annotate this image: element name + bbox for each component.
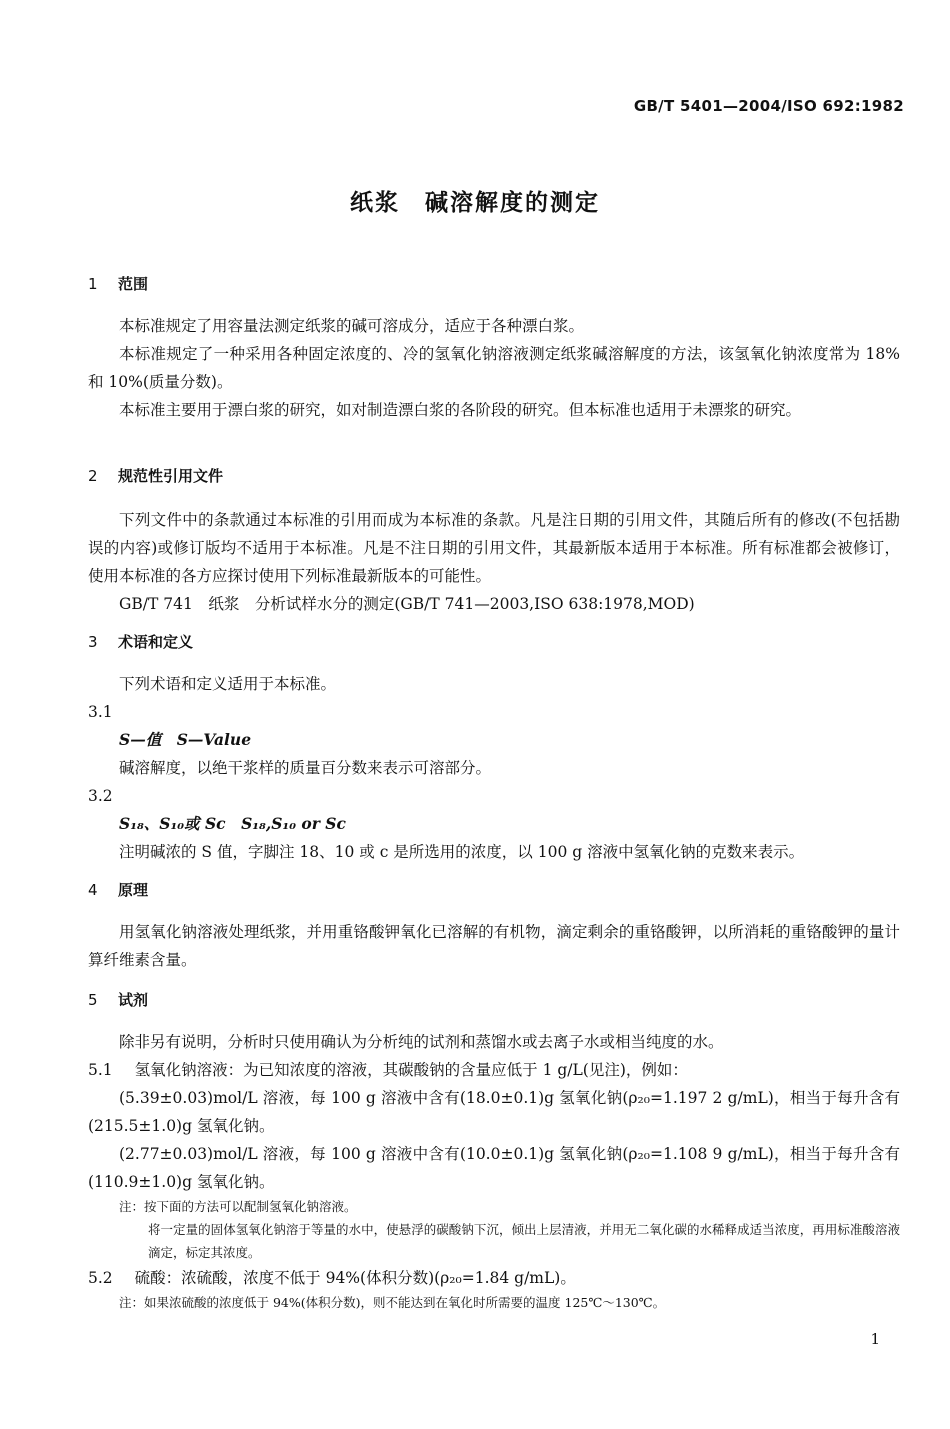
section-1 <box>88 270 900 298</box>
section-title: 试剂 <box>118 991 149 1009</box>
section-3-body <box>88 670 900 866</box>
section-number: 4 <box>88 881 98 899</box>
section-number: 3 <box>88 633 98 651</box>
section-3 <box>88 628 900 656</box>
paragraph: 用氢氧化钠溶液处理纸浆，并用重铬酸钾氧化已溶解的有机物，滴定剩余的重铬酸钾，以所消耗的重铬酸钾的量计算纤维素含量。 <box>88 923 900 969</box>
section-title: 术语和定义 <box>118 633 194 651</box>
document-title: 纸浆 碱溶解度的测定 <box>350 190 600 216</box>
paragraph: 除非另有说明，分析时只使用确认为分析纯的试剂和蒸馏水或去离子水或相当纯度的水。 <box>119 1033 724 1051</box>
note: 注：如果浓硫酸的浓度低于 94%(体积分数)，则不能达到在氧化时所需要的温度 125℃～130℃。 <box>119 1295 666 1310</box>
clause-number: 5.1 <box>88 1061 113 1079</box>
section-heading <box>88 876 900 904</box>
term-number: 3.1 <box>88 703 113 721</box>
paragraph: 下列术语和定义适用于本标准。 <box>119 675 337 693</box>
section-4-body <box>88 918 900 974</box>
section-title: 规范性引用文件 <box>118 467 224 485</box>
term-number: 3.2 <box>88 787 113 805</box>
clause-number: 5.2 <box>88 1269 113 1287</box>
section-number: 2 <box>88 467 98 485</box>
standard-code: GB/T 5401—2004/ISO 692:1982 <box>633 97 904 115</box>
section-5 <box>88 986 900 1014</box>
clause-text: 氢氧化钠溶液：为已知浓度的溶液，其碳酸钠的含量应低于 1 g/L(见注)，例如： <box>134 1061 688 1079</box>
term-title: S—值 S—Value <box>119 730 252 749</box>
paragraph: (2.77±0.03)mol/L 溶液，每 100 g 溶液中含有(10.0±0.1)g 氢氧化钠(ρ₂₀=1.108 9 g/mL)，相当于每升含有(110.9±1.0)g 氢氧化钠。 <box>88 1145 900 1191</box>
section-5-body <box>88 1028 900 1314</box>
section-number: 1 <box>88 275 98 293</box>
paragraph: 本标准规定了用容量法测定纸浆的碱可溶成分，适应于各种漂白浆。 <box>119 317 585 335</box>
note-body: 将一定量的固体氢氧化钠溶于等量的水中，使悬浮的碳酸钠下沉，倾出上层清液，并用无二氧化碳的水稀释成适当浓度，再用标准酸溶液滴定，标定其浓度。 <box>148 1222 900 1260</box>
paragraph: (5.39±0.03)mol/L 溶液，每 100 g 溶液中含有(18.0±0.1)g 氢氧化钠(ρ₂₀=1.197 2 g/mL)，相当于每升含有(215.5±1.0)g 氢氧化钠。 <box>88 1089 900 1135</box>
section-title: 原理 <box>118 881 149 899</box>
section-heading <box>88 986 900 1014</box>
section-heading <box>88 270 900 298</box>
section-heading <box>88 628 900 656</box>
section-title: 范围 <box>118 275 149 293</box>
paragraph: 下列文件中的条款通过本标准的引用而成为本标准的条款。凡是注日期的引用文件，其随后所有的修改(不包括勘误的内容)或修订版均不适用于本标准。凡是不注日期的引用文件，其最新版本适用于本标准。所有标准都会被修订，使用本标准的各方应探讨使用下列标准最新版本的可能性。 <box>88 511 900 585</box>
paragraph: 本标准主要用于漂白浆的研究，如对制造漂白浆的各阶段的研究。但本标准也适用于未漂浆的研究。 <box>119 401 802 419</box>
term-title: S₁₈、S₁₀或 Sc S₁₈,S₁₀ or Sc <box>119 814 346 833</box>
clause-5-2 <box>88 1264 900 1292</box>
clause-5-1 <box>88 1056 900 1084</box>
normative-reference: GB/T 741 纸浆 分析试样水分的测定(GB/T 741—2003,ISO 638:1978,MOD) <box>119 595 695 613</box>
section-number: 5 <box>88 991 98 1009</box>
note: 注：按下面的方法可以配制氢氧化钠溶液。 <box>119 1199 357 1214</box>
section-2 <box>88 462 900 490</box>
paragraph: 本标准规定了一种采用各种固定浓度的、冷的氢氧化钠溶液测定纸浆碱溶解度的方法，该氢氧化钠浓度常为 18%和 10%(质量分数)。 <box>88 345 900 391</box>
clause-text: 硫酸：浓硫酸，浓度不低于 94%(体积分数)(ρ₂₀=1.84 g/mL)。 <box>134 1269 576 1287</box>
term-definition: 碱溶解度，以绝干浆样的质量百分数来表示可溶部分。 <box>119 759 492 777</box>
section-1-body <box>88 312 900 424</box>
term-definition: 注明碱浓的 S 值，字脚注 18、10 或 c 是所选用的浓度，以 100 g 溶液中氢氧化钠的克数来表示。 <box>119 843 805 861</box>
section-2-body <box>88 506 900 618</box>
page-number: 1 <box>870 1330 880 1348</box>
section-4 <box>88 876 900 904</box>
section-heading <box>88 462 900 490</box>
